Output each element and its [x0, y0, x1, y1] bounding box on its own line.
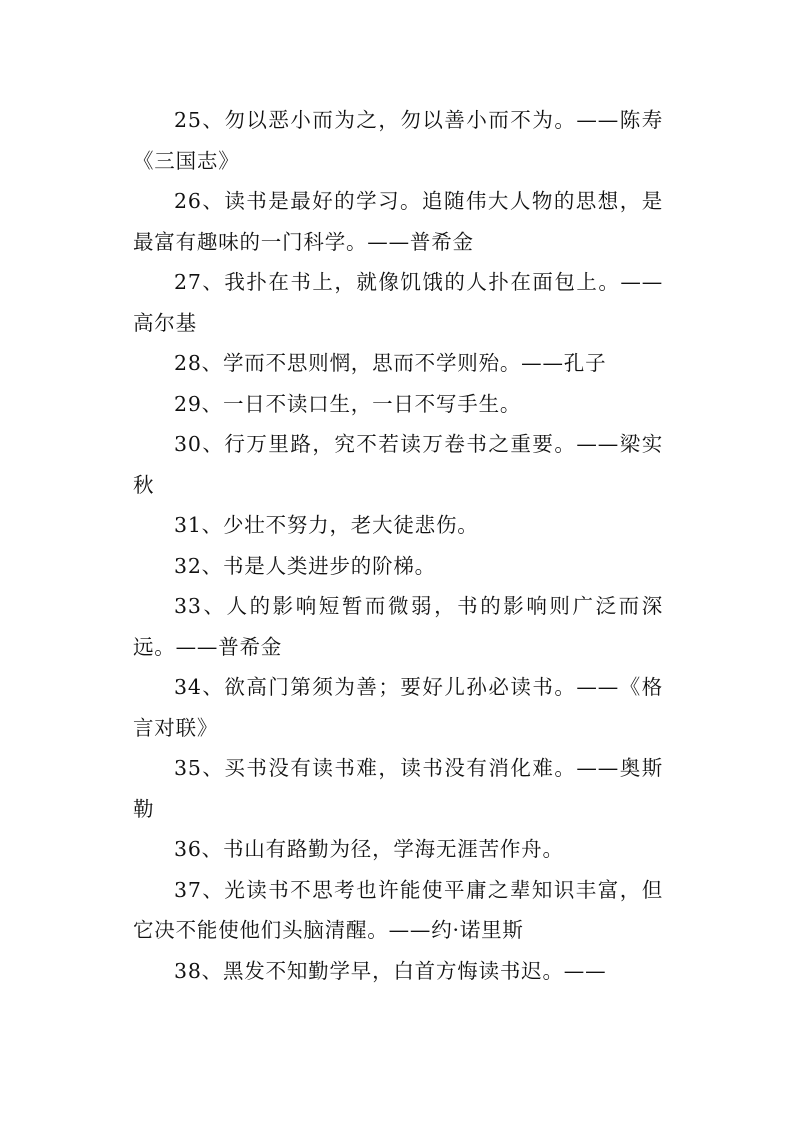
- quote-37: 37、光读书不思考也许能使平庸之辈知识丰富，但它决不能使他们头脑清醒。——约·诺里斯: [133, 877, 663, 942]
- quote-29: 29、一日不读口生，一日不写手生。: [174, 391, 522, 416]
- quote-28: 28、学而不思则惘，思而不学则殆。——孔子: [174, 351, 607, 375]
- quote-30: 30、行万里路，究不若读万卷书之重要。——梁实秋: [133, 432, 663, 497]
- quote-34: 34、欲高门第须为善；要好儿孙必读书。——《格言对联》: [133, 675, 663, 740]
- quote-33: 33、人的影响短暂而微弱，书的影响则广泛而深远。——普希金: [133, 594, 663, 659]
- quote-31: 31、少壮不努力，老大徒悲伤。: [174, 513, 479, 537]
- quote-26: 26、读书是最好的学习。追随伟大人物的思想，是最富有趣味的一门科学。——普希金: [133, 189, 663, 254]
- quote-list: [133, 100, 663, 991]
- quote-38: 38、黑发不知勤学早，白首方悔读书迟。——: [174, 958, 607, 983]
- quote-32: 32、书是人类进步的阶梯。: [174, 553, 436, 578]
- quote-35: 35、买书没有读书难，读书没有消化难。——奥斯勒: [133, 756, 663, 821]
- quote-36: 36、书山有路勤为径，学海无涯苦作舟。: [174, 837, 564, 861]
- quote-25: 25、勿以恶小而为之，勿以善小而不为。——陈寿《三国志》: [133, 108, 663, 173]
- quote-27: 27、我扑在书上，就像饥饿的人扑在面包上。——高尔基: [133, 270, 663, 335]
